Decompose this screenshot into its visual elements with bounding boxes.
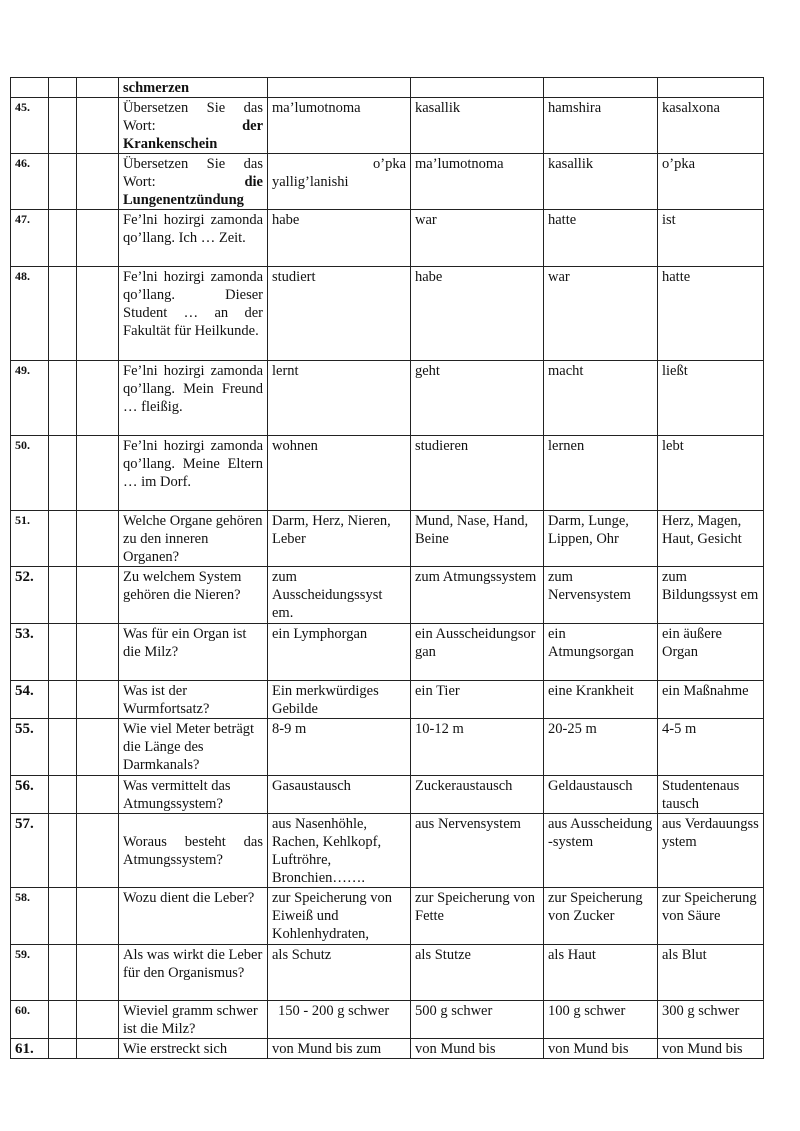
answer-b: war: [411, 210, 544, 267]
table-row-49: [11, 361, 764, 436]
answer-b: ma’lumotnoma: [411, 154, 544, 210]
table-row-51: [11, 511, 764, 567]
answer-a: o’pka yallig’lanishi: [268, 154, 411, 210]
answer-a: lernt: [268, 361, 411, 436]
answer-c: Darm, Lunge, Lippen, Ohr: [544, 511, 658, 567]
answer-b: Zuckeraustausch: [411, 776, 544, 814]
question-cell: Was für ein Organ ist die Milz?: [119, 624, 268, 681]
answer-b: von Mund bis: [411, 1039, 544, 1059]
answer-d: von Mund bis: [658, 1039, 764, 1059]
row-number: 59.: [11, 945, 49, 1001]
answer-b: habe: [411, 267, 544, 361]
question-cell: Wie erstreckt sich: [119, 1039, 268, 1059]
answer-d: Studentenaus tausch: [658, 776, 764, 814]
row-number: 58.: [11, 888, 49, 945]
question-table: [10, 77, 764, 1059]
row-number: 45.: [11, 98, 49, 154]
answer-b: 10-12 m: [411, 719, 544, 776]
table-row-header: [11, 78, 764, 98]
answer-d: aus Verdauungss ystem: [658, 814, 764, 888]
question-cell: Wieviel gramm schwer ist die Milz?: [119, 1001, 268, 1039]
answer-d: 4-5 m: [658, 719, 764, 776]
question-cell: Woraus besteht das Atmungssystem?: [119, 814, 268, 888]
row-number: 57.: [11, 814, 49, 888]
question-cell: Übersetzen Sie das Wort: der Krankenschein: [119, 98, 268, 154]
table-row-57: [11, 814, 764, 888]
answer-c: war: [544, 267, 658, 361]
answer-c: Geldaustausch: [544, 776, 658, 814]
table-row-58: [11, 888, 764, 945]
table-row-56: [11, 776, 764, 814]
answer-b: aus Nervensystem: [411, 814, 544, 888]
answer-d: kasalxona: [658, 98, 764, 154]
row-number: 60.: [11, 1001, 49, 1039]
table-row-53: [11, 624, 764, 681]
answer-a: zur Speicherung von Eiweiß und Kohlenhydraten,: [268, 888, 411, 945]
table-row-61: [11, 1039, 764, 1059]
row-number: 51.: [11, 511, 49, 567]
answer-b: zum Atmungssystem: [411, 567, 544, 624]
row-number: 49.: [11, 361, 49, 436]
question-cell: Was vermittelt das Atmungssystem?: [119, 776, 268, 814]
answer-c: 100 g schwer: [544, 1001, 658, 1039]
row-number: 61.: [11, 1039, 49, 1059]
answer-d: ein äußere Organ: [658, 624, 764, 681]
answer-c: zum Nervensystem: [544, 567, 658, 624]
answer-c: ein Atmungsorgan: [544, 624, 658, 681]
question-cell: Wie viel Meter beträgt die Länge des Darmkanals?: [119, 719, 268, 776]
table-row-48: [11, 267, 764, 361]
question-cell: Übersetzen Sie das Wort: die Lungenentzündung: [119, 154, 268, 210]
table-row-46: [11, 154, 764, 210]
answer-a: Darm, Herz, Nieren, Leber: [268, 511, 411, 567]
question-cell: Als was wirkt die Leber für den Organismus?: [119, 945, 268, 1001]
row-number: 52.: [11, 567, 49, 624]
table-row-54: [11, 681, 764, 719]
answer-a: 150 - 200 g schwer: [268, 1001, 411, 1039]
row-number: 47.: [11, 210, 49, 267]
answer-b: ein Ausscheidungsor gan: [411, 624, 544, 681]
answer-a: habe: [268, 210, 411, 267]
answer-c: aus Ausscheidung -system: [544, 814, 658, 888]
answer-d: zum Bildungssyst em: [658, 567, 764, 624]
answer-a: ma’lumotnoma: [268, 98, 411, 154]
answer-d: Herz, Magen, Haut, Gesicht: [658, 511, 764, 567]
answer-b: geht: [411, 361, 544, 436]
answer-a: Ein merkwürdiges Gebilde: [268, 681, 411, 719]
question-cell: Zu welchem System gehören die Nieren?: [119, 567, 268, 624]
question-cell: Fe’lni hozirgi zamonda qo’llang. Mein Freund … fleißig.: [119, 361, 268, 436]
question-cell: Was ist der Wurmfortsatz?: [119, 681, 268, 719]
answer-b: ein Tier: [411, 681, 544, 719]
answer-a: von Mund bis zum: [268, 1039, 411, 1059]
table-row-60: [11, 1001, 764, 1039]
answer-d: o’pka: [658, 154, 764, 210]
answer-c: zur Speicherung von Zucker: [544, 888, 658, 945]
question-cell: Wozu dient die Leber?: [119, 888, 268, 945]
answer-a: aus Nasenhöhle, Rachen, Kehlkopf, Luftröhre, Bronchien…….: [268, 814, 411, 888]
row-number: 50.: [11, 436, 49, 511]
question-cell: Fe’lni hozirgi zamonda qo’llang. Dieser Student … an der Fakultät für Heilkunde.: [119, 267, 268, 361]
table-row-45: [11, 98, 764, 154]
answer-c: macht: [544, 361, 658, 436]
answer-a: als Schutz: [268, 945, 411, 1001]
answer-d: ließt: [658, 361, 764, 436]
row-number: 46.: [11, 154, 49, 210]
row-number: 53.: [11, 624, 49, 681]
answer-d: hatte: [658, 267, 764, 361]
table-row-50: [11, 436, 764, 511]
question-cell: Fe’lni hozirgi zamonda qo’llang. Ich … Zeit.: [119, 210, 268, 267]
row-number: 54.: [11, 681, 49, 719]
row-number: 55.: [11, 719, 49, 776]
question-cell: Welche Organe gehören zu den inneren Organen?: [119, 511, 268, 567]
row-number: 48.: [11, 267, 49, 361]
table-row-47: [11, 210, 764, 267]
question-cell: Fe’lni hozirgi zamonda qo’llang. Meine Eltern … im Dorf.: [119, 436, 268, 511]
answer-a: zum Ausscheidungssyst em.: [268, 567, 411, 624]
answer-d: zur Speicherung von Säure: [658, 888, 764, 945]
table-row-52: [11, 567, 764, 624]
row-number: 56.: [11, 776, 49, 814]
answer-c: lernen: [544, 436, 658, 511]
answer-d: als Blut: [658, 945, 764, 1001]
answer-a: Gasaustausch: [268, 776, 411, 814]
answer-d: ein Maßnahme: [658, 681, 764, 719]
question-cell: schmerzen: [119, 78, 268, 98]
table-row-59: [11, 945, 764, 1001]
answer-a: studiert: [268, 267, 411, 361]
answer-d: lebt: [658, 436, 764, 511]
answer-b: 500 g schwer: [411, 1001, 544, 1039]
answer-b: als Stutze: [411, 945, 544, 1001]
answer-c: hatte: [544, 210, 658, 267]
answer-b: Mund, Nase, Hand, Beine: [411, 511, 544, 567]
answer-d: 300 g schwer: [658, 1001, 764, 1039]
table-row-55: [11, 719, 764, 776]
answer-b: zur Speicherung von Fette: [411, 888, 544, 945]
answer-c: kasallik: [544, 154, 658, 210]
answer-d: ist: [658, 210, 764, 267]
answer-c: hamshira: [544, 98, 658, 154]
answer-c: 20-25 m: [544, 719, 658, 776]
answer-a: wohnen: [268, 436, 411, 511]
answer-a: ein Lymphorgan: [268, 624, 411, 681]
answer-c: von Mund bis: [544, 1039, 658, 1059]
answer-b: studieren: [411, 436, 544, 511]
answer-c: als Haut: [544, 945, 658, 1001]
answer-b: kasallik: [411, 98, 544, 154]
answer-a: 8-9 m: [268, 719, 411, 776]
answer-c: eine Krankheit: [544, 681, 658, 719]
